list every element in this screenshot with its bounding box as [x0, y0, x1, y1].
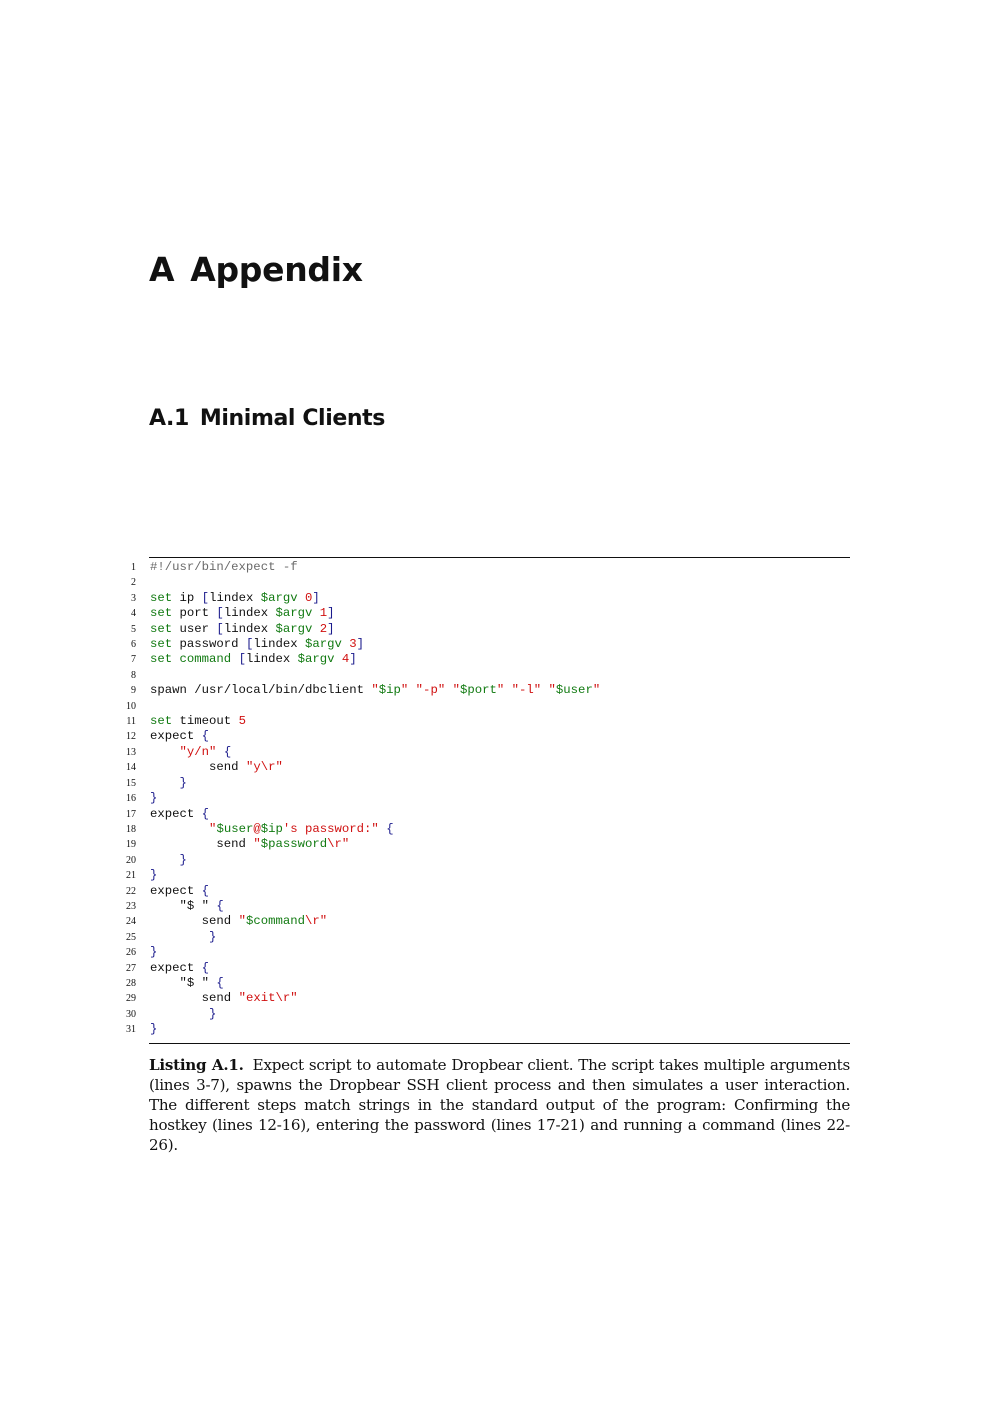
code-line: [131, 668, 850, 683]
code-text: [150, 560, 298, 575]
code-token: lindex: [223, 606, 276, 621]
code-token: {: [386, 821, 394, 836]
code-token: lindex: [223, 621, 276, 636]
code-text: [150, 991, 298, 1006]
code-token: ": [209, 821, 217, 836]
code-token: ": [371, 683, 379, 698]
code-text: [150, 791, 157, 806]
code-line: [126, 898, 850, 914]
section-title: [149, 406, 385, 431]
code-token: send: [150, 760, 246, 775]
code-token: }: [179, 852, 187, 867]
code-text: [150, 822, 394, 837]
code-token: set: [150, 714, 173, 729]
code-line: [126, 714, 850, 729]
code-line: [126, 852, 850, 868]
code-token: $argv: [260, 590, 298, 605]
line-number: 3: [131, 592, 136, 604]
code-text: [150, 914, 327, 929]
line-number: 11: [126, 716, 136, 728]
line-number: 8: [131, 669, 136, 681]
code-text: [150, 1007, 216, 1022]
code-text: [150, 637, 364, 652]
code-token: [335, 652, 342, 666]
line-number: 17: [126, 808, 136, 820]
code-token: @: [253, 821, 261, 836]
code-token: {: [223, 744, 232, 759]
code-token: spawn /usr/local/bin/dbclient: [150, 683, 372, 698]
code-text: [150, 1022, 157, 1037]
code-line: [126, 775, 850, 791]
code-text: [150, 961, 209, 976]
code-token: ": [253, 837, 261, 852]
chapter-title: [149, 250, 363, 289]
line-number: 31: [126, 1024, 136, 1036]
caption-label: Listing A.1.: [149, 1056, 244, 1074]
line-number: 6: [131, 639, 136, 651]
code-line: [126, 975, 850, 991]
line-number: 4: [131, 608, 136, 620]
section-title-text: Minimal Clients: [199, 406, 385, 431]
code-line: [131, 683, 850, 698]
code-token: {: [201, 729, 210, 744]
code-text: [150, 652, 357, 667]
line-number: 16: [126, 793, 136, 805]
code-token: expect: [150, 729, 202, 744]
code-text: [150, 745, 231, 760]
line-number: 15: [126, 777, 136, 789]
code-token: #!/usr/bin/expect -f: [150, 560, 298, 574]
code-token: [: [201, 590, 210, 605]
code-token: set: [150, 621, 173, 636]
chapter-title-text: Appendix: [190, 250, 363, 289]
code-line: [126, 883, 850, 899]
code-token: [150, 930, 209, 944]
code-line: [126, 821, 850, 837]
code-listing: [126, 557, 850, 1044]
code-line: [126, 760, 850, 775]
code-token: expect: [150, 960, 202, 975]
line-number: 23: [126, 900, 136, 912]
code-line: [126, 806, 850, 822]
code-token: $argv: [275, 606, 313, 621]
code-token: ]: [349, 652, 357, 667]
code-token: }: [150, 868, 158, 883]
code-token: }: [209, 1006, 217, 1021]
code-text: [150, 714, 246, 729]
code-token: $user: [216, 821, 254, 836]
code-token: [231, 652, 238, 666]
caption-text: Expect script to automate Dropbear client. The script takes multiple arguments (lines 3-7), spawns the Dropbear SSH client process and then simulates a user interaction. The different steps match strings in the standard output of the program: Confirming the hostkey (lines 12-16), entering the password (lines 17-21) and running a command (lines 22-26).: [149, 1056, 850, 1154]
code-token: [150, 853, 180, 867]
code-block: [126, 560, 850, 1038]
code-line: [126, 945, 850, 960]
code-text: [150, 683, 600, 698]
code-line: [126, 1006, 850, 1022]
code-line: [126, 960, 850, 976]
line-number: 1: [131, 562, 136, 573]
line-number: 28: [126, 977, 136, 989]
code-line: [126, 729, 850, 744]
code-text: [150, 622, 335, 637]
code-line: [131, 606, 850, 621]
code-token: $port: [459, 683, 497, 698]
code-token: [150, 1007, 209, 1021]
code-token: {: [201, 806, 210, 821]
code-token: ip: [172, 590, 202, 605]
code-line: [126, 1022, 850, 1037]
line-number: 5: [131, 623, 136, 635]
chapter-number: A: [149, 250, 175, 289]
code-text: [150, 945, 157, 960]
code-token: $command: [245, 914, 305, 929]
code-line: [126, 868, 850, 883]
line-number: 2: [131, 577, 136, 589]
line-number: 21: [126, 870, 136, 882]
code-token: $argv: [297, 652, 335, 667]
code-token: 4: [341, 652, 350, 667]
code-token: 5: [238, 714, 246, 729]
line-number: 13: [126, 746, 136, 758]
code-line: [131, 652, 850, 667]
code-line: [126, 744, 850, 760]
code-token: set: [150, 652, 173, 667]
line-number: 10: [126, 700, 136, 712]
code-token: user: [172, 621, 217, 636]
code-token: {: [201, 883, 210, 898]
code-token: ": [592, 683, 601, 698]
code-token: 0: [305, 590, 313, 605]
listing-caption: [149, 1055, 850, 1155]
code-text: [150, 930, 216, 945]
line-number: 18: [126, 823, 136, 835]
code-token: ]: [312, 590, 320, 605]
code-token: [: [216, 621, 224, 636]
code-token: ]: [327, 621, 335, 636]
code-token: [: [216, 606, 224, 621]
code-token: [150, 745, 180, 759]
code-token: $user: [555, 683, 593, 698]
code-text: [150, 976, 224, 991]
line-number: 24: [126, 916, 136, 928]
code-token: [216, 745, 223, 759]
code-line: [131, 590, 850, 606]
code-token: "exit\r": [238, 991, 298, 1006]
section-number: A.1: [149, 406, 189, 431]
line-number: 22: [126, 885, 136, 897]
code-token: $argv: [304, 637, 342, 652]
code-token: send: [150, 991, 239, 1006]
code-token: password: [172, 637, 246, 652]
code-token: expect: [150, 883, 202, 898]
code-token: [: [238, 652, 246, 667]
code-token: lindex: [253, 637, 305, 652]
code-text: [150, 807, 209, 822]
line-number: 27: [126, 962, 136, 974]
line-number: 9: [131, 685, 136, 697]
code-token: [150, 776, 180, 790]
code-token: ": [238, 914, 246, 929]
code-token: }: [150, 1022, 158, 1037]
code-token: send: [150, 837, 254, 852]
code-line: [131, 637, 850, 652]
code-text: [150, 868, 157, 883]
code-line: [126, 914, 850, 929]
line-number: 29: [126, 993, 136, 1005]
line-number: 20: [126, 854, 136, 866]
code-token: 1: [319, 606, 328, 621]
code-token: " "-p" ": [400, 683, 460, 698]
code-token: 3: [349, 637, 357, 652]
code-token: lindex: [245, 652, 298, 667]
code-token: [172, 652, 179, 666]
code-text: [150, 853, 187, 868]
code-line: [126, 929, 850, 945]
code-token: set: [150, 606, 173, 621]
code-line: [126, 791, 850, 806]
code-token: command: [179, 652, 232, 667]
code-token: port: [172, 606, 217, 621]
code-token: "$ ": [150, 975, 217, 990]
code-token: "y/n": [179, 744, 217, 759]
code-text: [150, 837, 349, 852]
code-text: [150, 729, 209, 744]
code-token: [150, 822, 209, 836]
code-line: [131, 621, 850, 637]
code-token: $ip: [260, 821, 283, 836]
code-text: [150, 899, 224, 914]
code-token: [: [245, 637, 254, 652]
code-token: }: [150, 791, 158, 806]
code-token: "$ ": [150, 898, 217, 913]
code-token: [298, 591, 305, 605]
line-number: 19: [126, 839, 136, 851]
code-token: ]: [356, 637, 365, 652]
line-number: 12: [126, 731, 136, 743]
code-token: expect: [150, 806, 202, 821]
code-token: {: [216, 975, 224, 990]
code-token: ]: [327, 606, 335, 621]
code-text: [150, 606, 335, 621]
code-token: \r": [305, 914, 328, 929]
code-token: {: [201, 960, 210, 975]
code-token: "y\r": [245, 760, 283, 775]
code-token: }: [209, 929, 217, 944]
code-token: [312, 622, 319, 636]
code-token: 2: [319, 621, 328, 636]
code-token: set: [150, 637, 173, 652]
code-token: set: [150, 590, 173, 605]
code-text: [150, 591, 320, 606]
code-token: [312, 606, 319, 620]
line-number: 7: [131, 654, 136, 666]
code-text: [150, 760, 283, 775]
code-token: }: [150, 945, 158, 960]
line-number: 30: [126, 1008, 136, 1020]
code-line: [131, 560, 850, 575]
code-token: }: [179, 775, 187, 790]
code-token: send: [150, 914, 239, 929]
code-line: [126, 837, 850, 852]
line-number: 26: [126, 947, 136, 959]
line-number: 25: [126, 931, 136, 943]
code-line: [126, 699, 850, 714]
code-token: " "-l" ": [496, 683, 556, 698]
code-token: \r": [327, 837, 350, 852]
code-token: lindex: [209, 590, 261, 605]
code-token: $argv: [275, 621, 313, 636]
code-text: [150, 776, 187, 791]
code-token: 's password:": [282, 821, 379, 836]
code-token: timeout: [172, 714, 239, 729]
code-line: [126, 991, 850, 1006]
code-token: $ip: [378, 683, 401, 698]
code-token: {: [216, 898, 224, 913]
code-line: [131, 575, 850, 590]
code-text: [150, 884, 209, 899]
code-token: $password: [260, 837, 328, 852]
line-number: 14: [126, 762, 136, 774]
